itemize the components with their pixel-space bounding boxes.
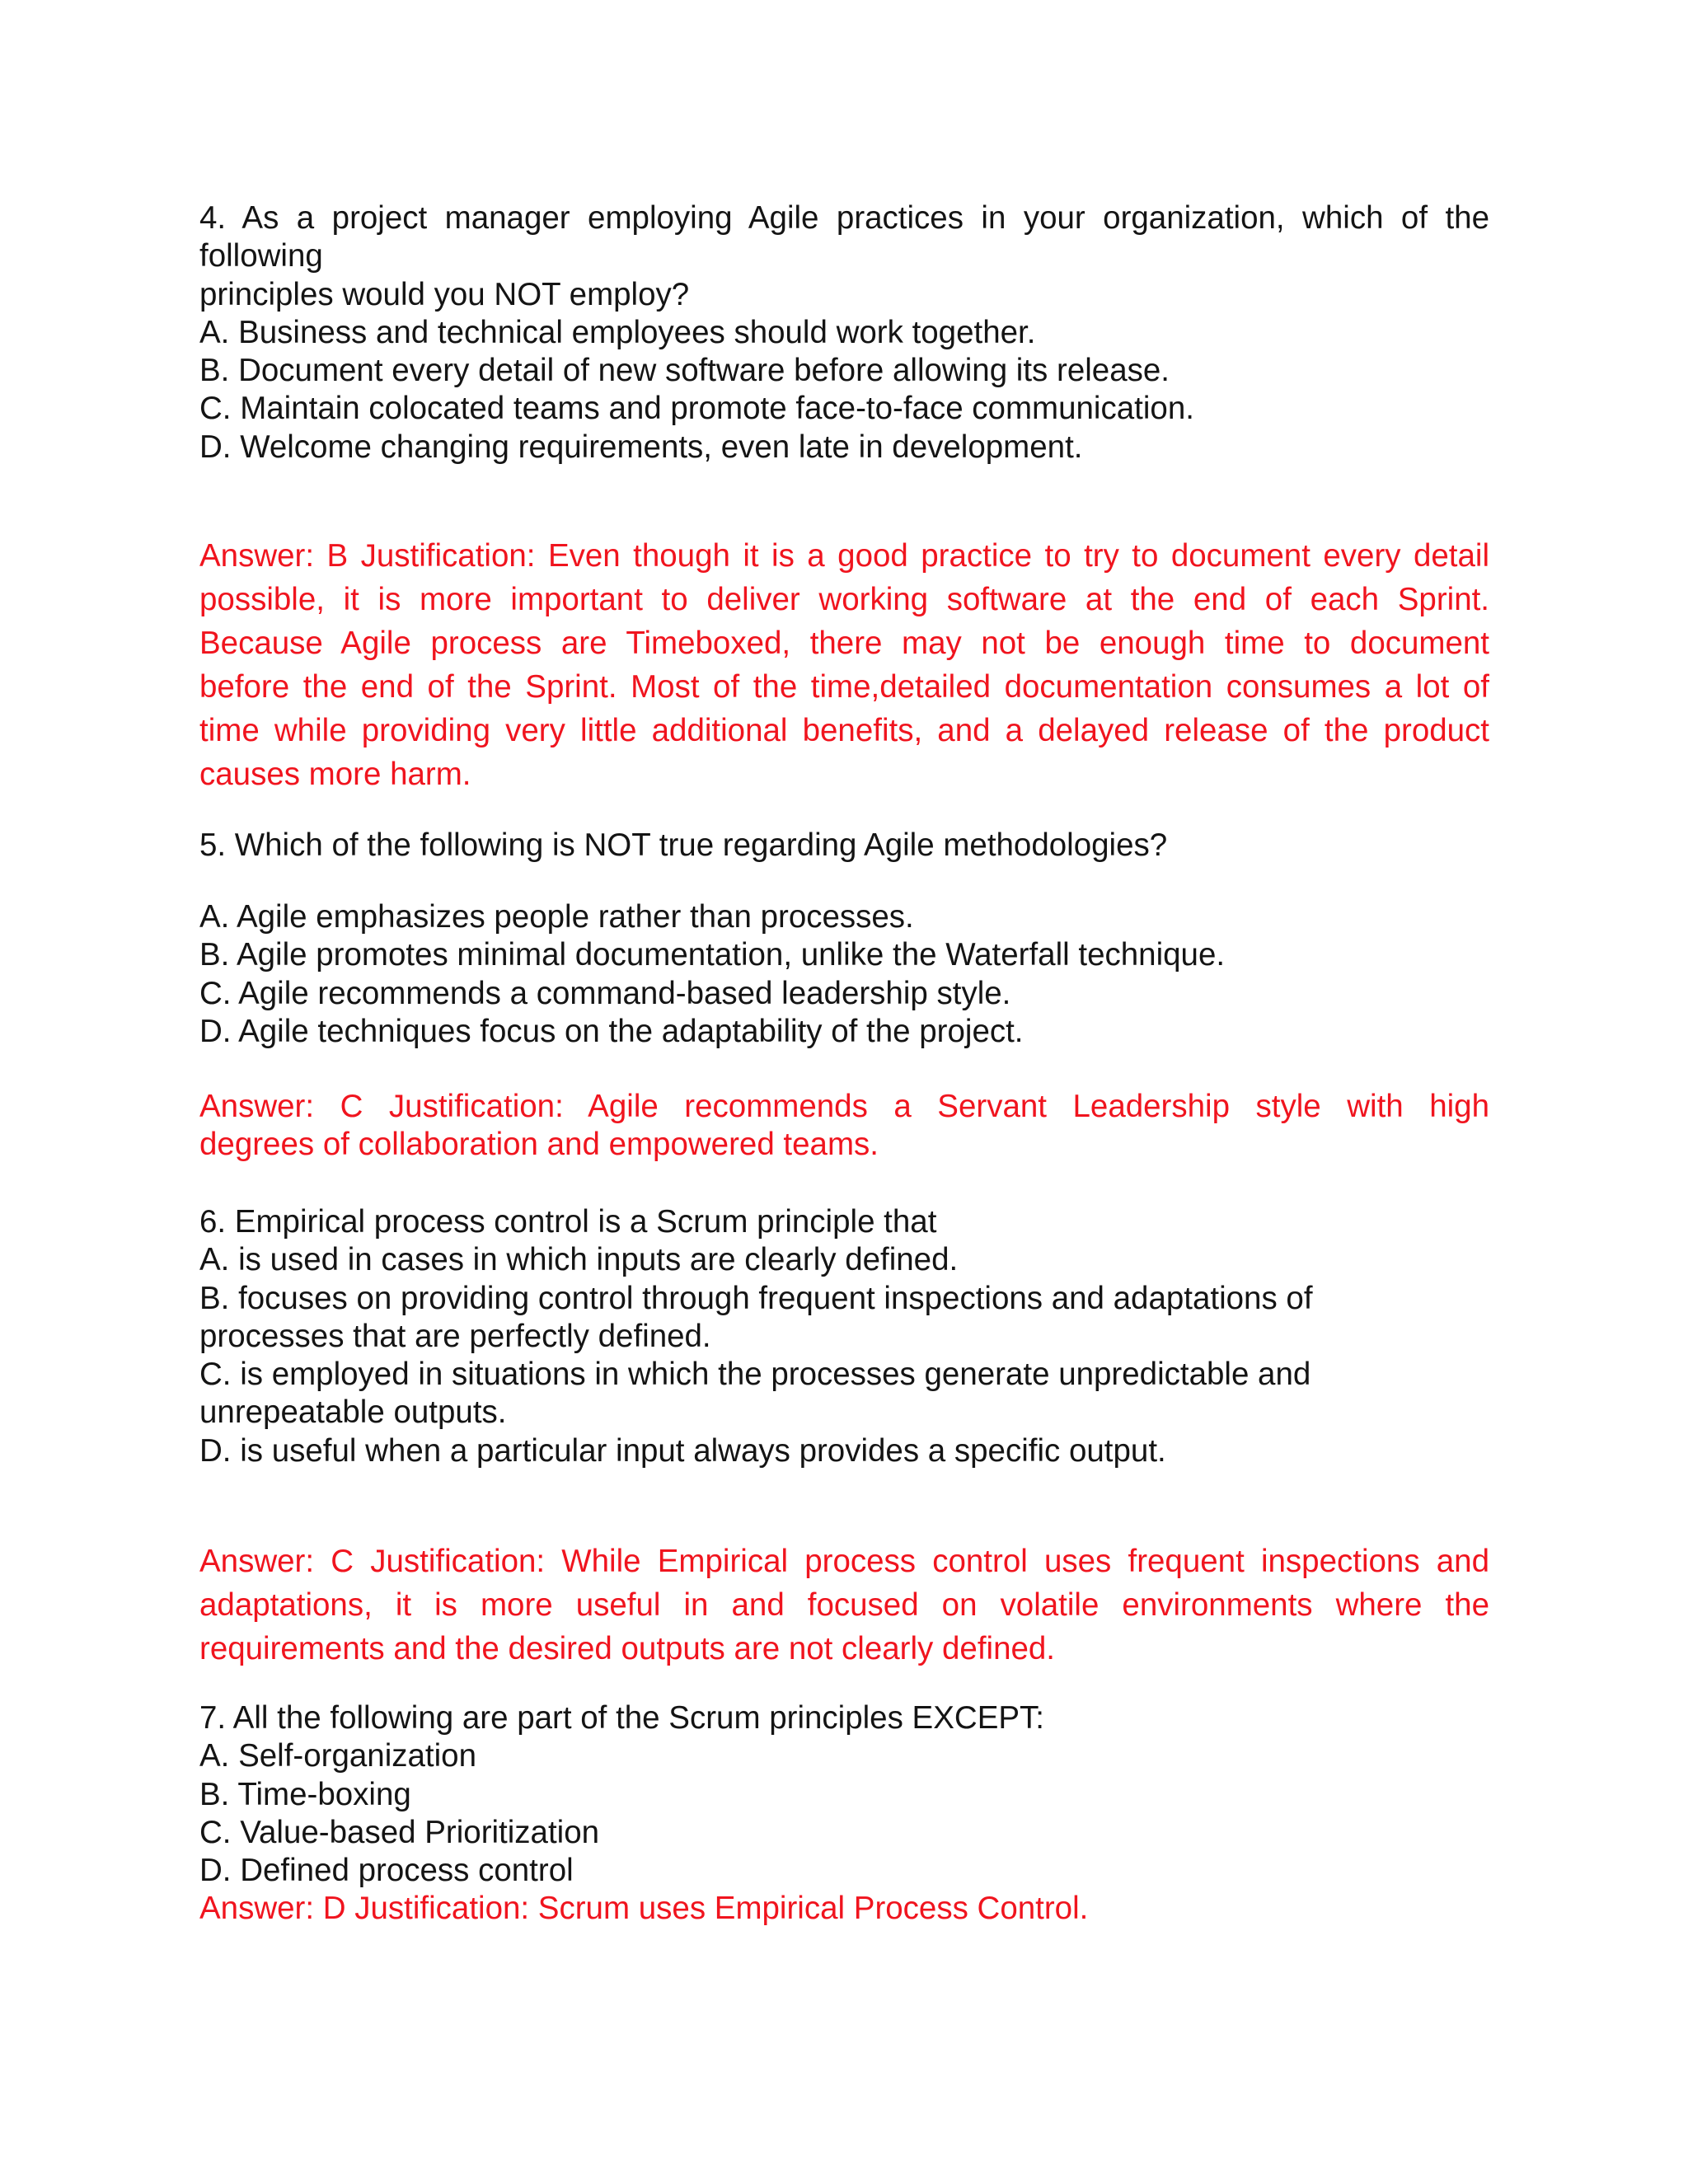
answer-5-line: degrees of collaboration and empowered teams. <box>199 1127 879 1163</box>
answer-4-line: causes more harm. <box>199 757 471 792</box>
question-6-option-c-cont: unrepeatable outputs. <box>199 1394 507 1431</box>
question-7-option-b: B. Time-boxing <box>199 1776 411 1812</box>
question-5-text-line: 5. Which of the following is NOT true regarding Agile methodologies? <box>199 827 1168 863</box>
answer-6 <box>199 1540 1489 1671</box>
question-7-option-d: D. Defined process control <box>199 1853 574 1889</box>
answer-7-line: Answer: D Justification: Scrum uses Empirical Process Control. <box>199 1891 1089 1927</box>
question-5-option-a: A. Agile emphasizes people rather than processes. <box>199 899 914 935</box>
question-7-option-c: C. Value-based Prioritization <box>199 1814 600 1850</box>
question-7-text-line: 7. All the following are part of the Scrum principles EXCEPT: <box>199 1700 1045 1736</box>
answer-4-line: Because Agile process are Timeboxed, there may not be enough time to document <box>199 626 1489 661</box>
question-5-options <box>199 898 1489 1051</box>
answer-6-line: adaptations, it is more useful in and focused on volatile environments where the <box>199 1587 1489 1623</box>
question-6-option-c: C. is employed in situations in which the processes generate unpredictable and <box>199 1357 1311 1393</box>
question-6-text-line: 6. Empirical process control is a Scrum principle that <box>199 1204 937 1240</box>
question-5 <box>199 827 1489 865</box>
question-5-option-b: B. Agile promotes minimal documentation, unlike the Waterfall technique. <box>199 937 1226 973</box>
question-7-option-a: A. Self-organization <box>199 1738 476 1774</box>
answer-4 <box>199 534 1489 796</box>
question-6-option-b-cont: processes that are perfectly defined. <box>199 1318 711 1354</box>
answer-6-line: Answer: C Justification: While Empirical process control uses frequent inspections and <box>199 1544 1489 1579</box>
question-5-option-c: C. Agile recommends a command-based leadership style. <box>199 975 1011 1011</box>
question-6-option-b: B. focuses on providing control through frequent inspections and adaptations of <box>199 1280 1313 1316</box>
question-6-option-a: A. is used in cases in which inputs are clearly defined. <box>199 1242 959 1278</box>
question-4-option-b: B. Document every detail of new software before allowing its release. <box>199 353 1170 389</box>
question-4-option-d: D. Welcome changing requirements, even late in development. <box>199 429 1083 465</box>
answer-5-line: Answer: C Justification: Agile recommends a Servant Leadership style with high <box>199 1089 1489 1124</box>
answer-4-line: before the end of the Sprint. Most of the time,detailed documentation consumes a lot of <box>199 669 1489 705</box>
answer-4-line: possible, it is more important to deliver working software at the end of each Sprint. <box>199 582 1489 617</box>
question-4-option-c: C. Maintain colocated teams and promote face-to-face communication. <box>199 391 1194 427</box>
question-6 <box>199 1203 1489 1470</box>
question-6-option-d: D. is useful when a particular input always provides a specific output. <box>199 1432 1166 1469</box>
answer-6-line: requirements and the desired outputs are not clearly defined. <box>199 1631 1055 1666</box>
question-4-text-line: 4. As a project manager employing Agile practices in your organization, which of the <box>199 200 1489 236</box>
question-4-text-line: following <box>199 238 323 274</box>
question-4-text-line: principles would you NOT employ? <box>199 276 690 312</box>
question-5-option-d: D. Agile techniques focus on the adaptability of the project. <box>199 1013 1024 1049</box>
question-4-option-a: A. Business and technical employees should work together. <box>199 314 1036 350</box>
answer-5 <box>199 1088 1489 1165</box>
question-4 <box>199 199 1489 466</box>
answer-4-line: time while providing very little additional benefits, and a delayed release of the product <box>199 713 1489 748</box>
answer-4-line: Answer: B Justification: Even though it is a good practice to try to document every detail <box>199 538 1489 574</box>
question-7 <box>199 1699 1489 1929</box>
